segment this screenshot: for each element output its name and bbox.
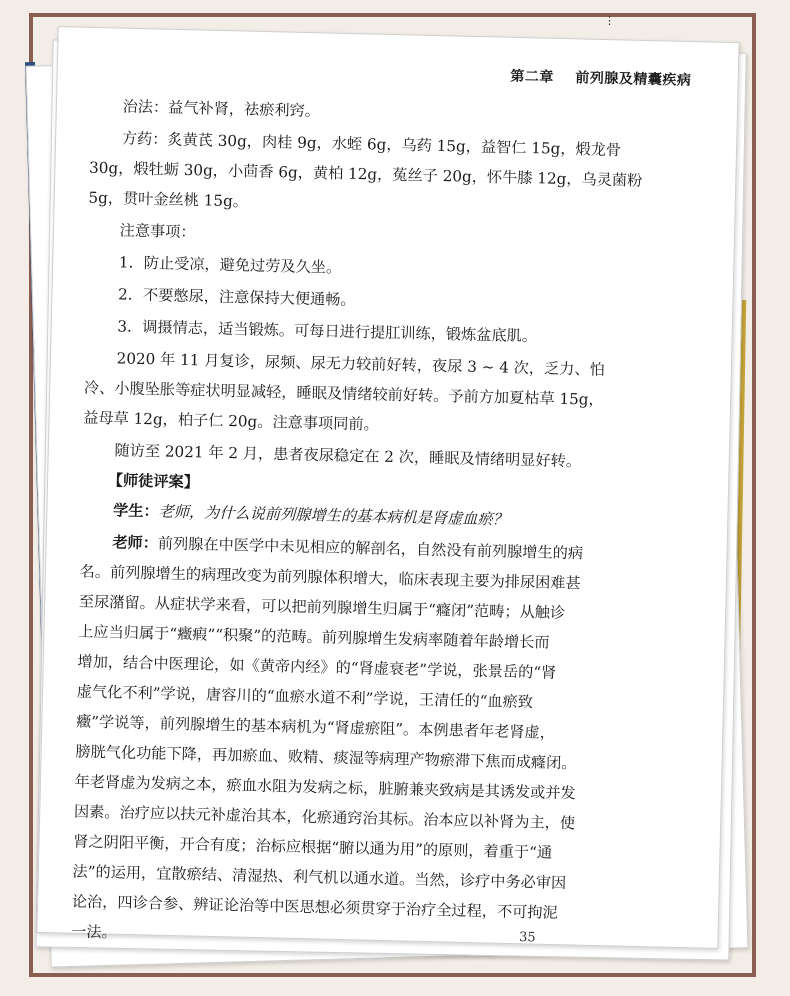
review-heading: 【师徒评案】 <box>107 471 200 492</box>
teacher-answer-line: 膀胱气化功能下降，再加瘀血、败精、痰湿等病理产物瘀滞下焦而成癃闭。 <box>75 742 577 773</box>
teacher-answer-line: 至尿潴留。从症状学来看，可以把前列腺增生归属于“癃闭”范畴；从触诊 <box>78 592 566 623</box>
treatment-principle <box>122 99 320 119</box>
teacher-answer-line: 法”的运用，宜散瘀结、清湿热、利气机以通水道。当然，诊疗中务必审因 <box>72 862 567 893</box>
teacher-answer-line: 名。前列腺增生的病理改变为前列腺体积增大，临床表现主要为排尿困难甚 <box>79 562 581 593</box>
chapter-number: 第二章 <box>510 68 555 86</box>
prescription-line: 30g，煅牡蛎 30g，小茴香 6g，黄柏 12g，菟丝子 20g，怀牛膝 12g，乌灵菌粉 <box>88 158 643 190</box>
teacher-answer-line: 虚气化不利”学说，唐容川的“血瘀水道不利”学说，王清任的“血瘀致 <box>76 682 534 712</box>
dots-icon: ⋮ <box>604 14 615 27</box>
page-number: 35 <box>518 930 536 946</box>
teacher-answer-line: 一法。 <box>70 922 117 942</box>
prescription-line: 5g，贯叶金丝桃 15g。 <box>88 188 249 211</box>
followup-line: 益母草 12g，柏子仁 20g。注意事项同前。 <box>83 408 379 434</box>
note-item: 1．防止受凉，避免过劳及久坐。 <box>118 253 342 277</box>
teacher-answer-line <box>112 535 583 561</box>
note-item: 3．调摄情志，适当锻炼。可每日进行提肛训练，锻炼盆底肌。 <box>117 317 538 346</box>
teacher-answer-line: 增加，结合中医理论，如《黄帝内经》的“肾虚衰老”学说，张景岳的“肾 <box>77 652 557 682</box>
principle-text: 益气补肾，祛瘀利窍。 <box>167 98 321 121</box>
student-label: 学生： <box>112 501 159 521</box>
prescription-label: 方药： <box>121 129 168 149</box>
teacher-answer-line: 上应当归属于“癥瘕”“积聚”的范畴。前列腺增生发病率随着年龄增长而 <box>77 622 550 652</box>
teacher-label: 老师： <box>112 533 159 553</box>
chapter-title: 前列腺及精囊疾病 <box>575 70 692 89</box>
student-question <box>113 503 508 528</box>
teacher-answer-line: 肾之阴阳平衡，开合有度；治标应根据“腑以通为用”的原则，着重于“通 <box>73 832 553 862</box>
notes-title: 注意事项： <box>119 221 196 242</box>
followup-line: 冷、小腹坠胀等症状明显减轻，睡眠及情绪较前好转。予前方加夏枯草 15g， <box>83 378 604 409</box>
followup-line: 2020 年 11 月复诊，尿频、尿无力较前好转，夜尿 3 ~ 4 次，乏力、怕 <box>116 349 606 379</box>
teacher-answer-line: 论治，四诊合参、辨证论治等中医思想必须贯穿于治疗全过程，不可拘泥 <box>71 892 558 922</box>
teacher-answer-line: 癥”学说等，前列腺增生的基本病机为“肾虚瘀阻”。本例患者年老肾虚， <box>75 712 556 742</box>
teacher-answer-line: 因素。治疗应以扶元补虚治其本，化瘀通窍治其标。治本应以补肾为主，使 <box>73 802 576 833</box>
prescription-line <box>122 131 622 158</box>
question-text: 老师，为什么说前列腺增生的基本病机是肾虚血瘀？ <box>158 502 509 529</box>
teacher-answer-line: 年老肾虚为发病之本，瘀血水阻为发病之标，脏腑兼夹致病是其诱发或并发 <box>74 772 576 803</box>
principle-label: 治法： <box>122 97 169 117</box>
book-page <box>41 46 702 961</box>
followup-line: 随访至 2021 年 2 月，患者夜尿稳定在 2 次，睡眠及情绪明显好转。 <box>114 441 582 471</box>
chapter-header <box>510 70 691 88</box>
answer-text: 前列腺在中医学中未见相应的解剖名，自然没有前列腺增生的病 <box>157 534 584 563</box>
prescription-text: 炙黄芪 30g，肉桂 9g，水蛭 6g，乌药 15g，益智仁 15g，煅龙骨 <box>167 130 622 160</box>
note-item: 2．不要憋尿，注意保持大便通畅。 <box>117 285 356 309</box>
